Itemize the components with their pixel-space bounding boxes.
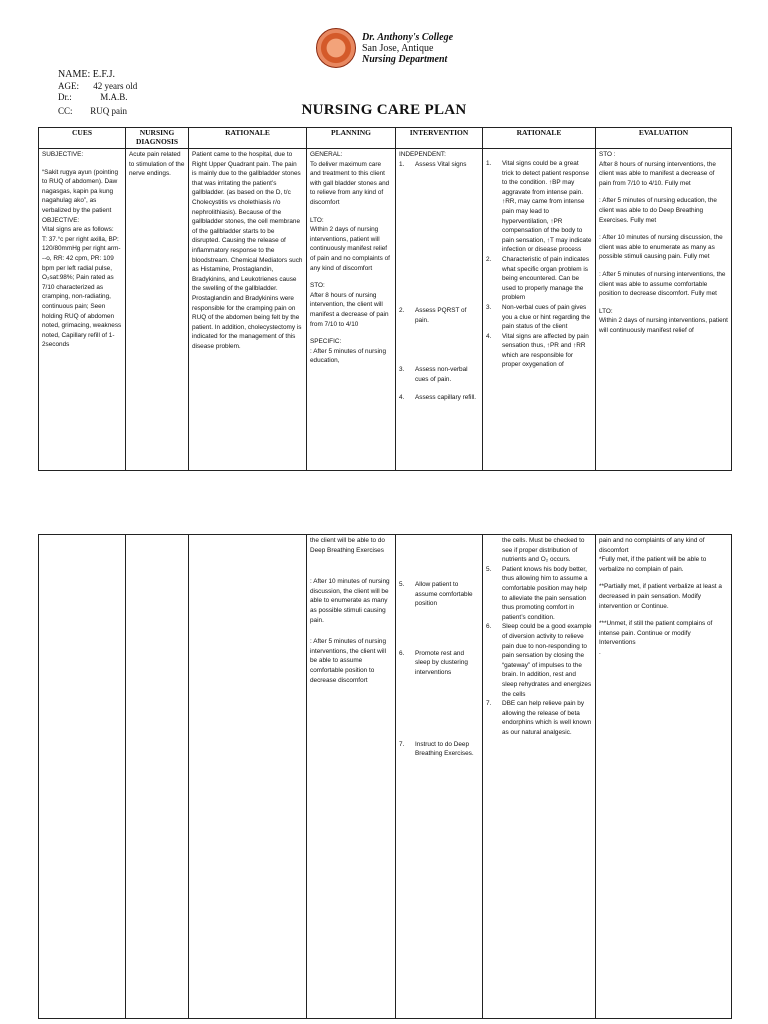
college-location: San Jose, Antique bbox=[362, 43, 434, 54]
patient-doctor: M.A.B. bbox=[100, 92, 128, 102]
intervention-list-cont bbox=[399, 580, 479, 759]
rationale-item-text: Non-verbal cues of pain gives you a clue or hint regarding the pain status of the client bbox=[502, 303, 591, 331]
subjective-text: “Sakit rugya ayun (pointing to RUQ of abdomen). Daw nagasgas, kapin pa kung nagahulag ako”, as verbalized by the patient bbox=[42, 168, 119, 214]
planning-lto-heading: LTO: bbox=[310, 216, 324, 224]
intervention-text: Assess non-verbal cues of pain. bbox=[415, 366, 468, 383]
planning-specific-text: : After 5 minutes of nursing education, bbox=[310, 347, 387, 365]
rationale-item-text: DBE can help relieve pain by allowing the release of beta endorphins which is well known as our natural analgesic. bbox=[502, 700, 592, 736]
list-item bbox=[399, 365, 479, 384]
intervention-text: Assess PQRST of pain. bbox=[415, 307, 467, 324]
evaluation-sto-text: After 8 hours of nursing interventions, the client was able to manifest a decrease of pain from 7/10 to 4/10. Fully met bbox=[599, 160, 716, 187]
care-plan-table-page2 bbox=[38, 534, 732, 1019]
evaluation-fully-met: *Fully met, if the patient will be able to verbalize no complain of pain. bbox=[599, 556, 707, 573]
intervention-list bbox=[399, 160, 479, 403]
evaluation-position-text: : After 5 minutes of nursing interventions, the client was able to assume comfortable position to decrease discomfort. Fully met bbox=[599, 270, 726, 298]
col-header-intervention: INTERVENTION bbox=[396, 128, 483, 149]
list-item bbox=[486, 303, 592, 332]
rationale-item-text: Vital signs could be a great trick to detect patient response to the condition. ↑BP may aggravate from intense pain. ↑RR, may came from intense pain may lead to hyperventilation, ↑PR compensation of the body to pain sensation, ↑T may indicate infection or disease process bbox=[502, 160, 592, 254]
intervention-number: 3. bbox=[399, 366, 405, 374]
planning-cell bbox=[307, 149, 396, 471]
evaluation-cell bbox=[596, 149, 732, 471]
rationale-item-text: Characteristic of pain indicates what specific organ problem is being encountered. Can be used to properly manage the problem bbox=[502, 255, 590, 302]
planning-cell-cont bbox=[307, 535, 396, 1019]
list-item bbox=[486, 159, 592, 255]
evaluation-trailing-dot: . bbox=[599, 648, 601, 656]
intervention-number: 4. bbox=[399, 393, 405, 401]
list-item bbox=[486, 565, 592, 623]
list-item bbox=[399, 393, 479, 403]
list-item bbox=[399, 306, 479, 325]
planning-dbe-text: the client will be able to do Deep Breathing Exercises bbox=[310, 537, 385, 554]
evaluation-dbe-text: : After 5 minutes of nursing education, the client was able to do Deep Breathing Exercises. Fully met bbox=[599, 197, 717, 224]
rationale-number: 4. bbox=[486, 332, 492, 340]
evaluation-sto-heading: STO : bbox=[599, 151, 616, 158]
planning-sto-heading: STO: bbox=[310, 282, 325, 290]
evaluation-lto-text: Within 2 days of nursing interventions, patient will continuously manifest relief of bbox=[599, 317, 728, 334]
list-item bbox=[399, 580, 479, 609]
rationale-number: 6. bbox=[486, 623, 492, 631]
header-row bbox=[39, 128, 732, 149]
page-title: NURSING CARE PLAN bbox=[301, 102, 467, 118]
intervention-text: Allow patient to assume comfortable position bbox=[415, 581, 473, 608]
rationale-item-text: Sleep could be a good example of diversion activity to relieve pain due to non-responding to pain sensation by closing the “gateway” of impulses to the brain. In addition, rest and sleep rehydrates and energizes the cells bbox=[502, 623, 592, 698]
intervention-cell bbox=[396, 149, 483, 471]
patient-age-line bbox=[58, 81, 137, 91]
objective-heading: OBJECTIVE: bbox=[42, 216, 80, 224]
doctor-label: Dr.: bbox=[58, 92, 72, 102]
evaluation-discussion-text: : After 10 minutes of nursing discussion, the client was able to enumerate as many as possible stimuli causing pain. Fully met bbox=[599, 234, 723, 261]
planning-lto-text: Within 2 days of nursing interventions, patient will continuously manifest relief of pain and no complaints of any kind of discomfort bbox=[310, 226, 390, 272]
col-header-planning: PLANNING bbox=[307, 128, 396, 149]
col-header-rationale-2: RATIONALE bbox=[483, 128, 596, 149]
name-label: NAME: bbox=[58, 69, 91, 80]
list-item bbox=[486, 332, 592, 370]
intervention-text: Promote rest and sleep by clustering interventions bbox=[415, 649, 468, 676]
college-header bbox=[362, 32, 453, 65]
col-header-evaluation: EVALUATION bbox=[596, 128, 732, 149]
evaluation-lto-cont: pain and no complaints of any kind of discomfort bbox=[599, 537, 705, 554]
rationale-cell bbox=[189, 149, 307, 471]
intervention-cell-cont bbox=[396, 535, 483, 1019]
independent-heading: INDEPENDENT: bbox=[399, 151, 446, 158]
planning-general-heading: GENERAL: bbox=[310, 151, 343, 158]
age-label: AGE: bbox=[58, 81, 79, 91]
planning-specific-heading: SPECIFIC: bbox=[310, 338, 342, 346]
patient-name-line bbox=[58, 69, 115, 80]
list-item bbox=[399, 160, 479, 170]
rationale-number: 1. bbox=[486, 160, 492, 167]
intervention-number: 7. bbox=[399, 740, 405, 748]
diagnosis-cell-cont bbox=[126, 535, 189, 1019]
planning-general-text: To deliver maximum care and treatment to this client with gall bladder stones and to relieve from any kind of discomfort bbox=[310, 160, 390, 206]
cc-label: CC: bbox=[58, 106, 73, 116]
col-header-cues: CUES bbox=[39, 128, 126, 149]
evaluation-partially-met: **Partially met, if patient verbalize at least a decreased in pain sensation. Modify intervention or Continue. bbox=[599, 583, 722, 610]
list-item bbox=[399, 740, 479, 759]
diagnosis-cell bbox=[126, 149, 189, 471]
patient-age: 42 years old bbox=[93, 81, 138, 91]
college-seal-icon bbox=[316, 28, 356, 68]
patient-name: E.F.J. bbox=[92, 69, 115, 80]
rationale-item-text: Vital signs are affected by pain sensation thus, ↑PR and ↑RR which are responsible for proper oxygenation of bbox=[502, 332, 589, 369]
rationale-cell-cont bbox=[189, 535, 307, 1019]
intervention-number: 6. bbox=[399, 649, 405, 657]
rationale-list-cont bbox=[486, 565, 592, 738]
planning-position-text: : After 5 minutes of nursing interventions, the client will be able to assume comfortable position to decrease discomfort bbox=[310, 638, 387, 684]
list-item bbox=[486, 699, 592, 737]
list-item bbox=[486, 255, 592, 303]
evaluation-lto-heading: LTO: bbox=[599, 307, 613, 315]
evaluation-unmet: ***Unmet, if still the patient complains of intense pain. Continue or modify Interventions bbox=[599, 620, 713, 647]
planning-sto-text: After 8 hours of nursing intervention, the client will manifest a decrease of pain from 7/10 to 4/10 bbox=[310, 291, 389, 328]
cues-cell-cont bbox=[39, 535, 126, 1019]
rationale-text: Patient came to the hospital, due to Right Upper Quadrant pain. The pain is mainly due to the gallbladder stones that was irritating the patient’s gallbladder. (as based on the D, t/c Cholecystitis vs cholethiasis r/o nephrolithiasis). Because of the gallbladder stones, the cell membrane of the gallbladder starts to be disrupted. Causing the release of inflammatory response to the bloodstream. Chemical Mediators such as Histamine, Prostaglandin, Bradykinins, and Leukotrienes cause the swelling of the gallbladder. Prostaglandin and Bradykinins were responsible for the cramping pain on RUQ of the abdomen being felt by the patient. In addition, cholecystectomy is indicated for the management of this disease problem. bbox=[192, 151, 303, 350]
rationale2-cell-cont bbox=[483, 535, 596, 1019]
list-item bbox=[399, 649, 479, 678]
care-plan-table-page1 bbox=[38, 127, 732, 471]
col-header-rationale: RATIONALE bbox=[189, 128, 307, 149]
planning-discussion-text: : After 10 minutes of nursing discussion, the client will be able to enumerate as many as possible stimuli causing pain. bbox=[310, 578, 390, 624]
subjective-heading: SUBJECTIVE: bbox=[42, 151, 84, 158]
rationale-list bbox=[486, 159, 592, 370]
rationale-number: 7. bbox=[486, 700, 492, 708]
intervention-number: 2. bbox=[399, 307, 405, 315]
intervention-number: 5. bbox=[399, 581, 405, 588]
college-department: Nursing Department bbox=[362, 54, 448, 65]
rationale-number: 5. bbox=[486, 565, 492, 573]
rationale-item-text: Patient knows his body better, thus allowing him to assume a comfortable position may help to alleviate the pain sensation thus promoting comfort in patient’s condition. bbox=[502, 565, 588, 621]
content-row-page1 bbox=[39, 149, 732, 471]
intervention-text: Assess capillary refill. bbox=[415, 393, 477, 401]
rationale-continued-text: the cells. Must be checked to see if proper distribution of nutrients and O₂ occurs. bbox=[502, 537, 585, 564]
content-row-page2 bbox=[39, 535, 732, 1019]
diagnosis-text: Acute pain related to stimulation of the nerve endings. bbox=[129, 151, 185, 178]
objective-text: T: 37.°c per right axilla, BP: 120/80mmHg per right arm---o, RR: 42 cpm, PR: 109 bpm per left radial pulse, O₂sat:98%; Pain rated as 7/10 characterized as cramping, non-radiating, continuous pain; Seen holding RUQ of abdomen noted, grimacing, weakness noted, Capillary refill of 1-2seconds bbox=[42, 235, 122, 349]
intervention-text: Instruct to do Deep Breathing Exercises. bbox=[415, 740, 474, 758]
rationale2-cell bbox=[483, 149, 596, 471]
objective-intro: Vital signs are as follows: bbox=[42, 226, 114, 234]
list-item bbox=[486, 622, 592, 699]
intervention-text: Assess Vital signs bbox=[415, 160, 467, 168]
patient-cc: RUQ pain bbox=[90, 106, 127, 116]
intervention-number: 1. bbox=[399, 160, 405, 168]
cues-cell bbox=[39, 149, 126, 471]
rationale-number: 3. bbox=[486, 303, 492, 311]
college-name: Dr. Anthony's College bbox=[362, 32, 454, 43]
col-header-diagnosis: NURSING DIAGNOSIS bbox=[126, 128, 189, 149]
rationale-number: 2. bbox=[486, 255, 492, 263]
patient-doctor-line bbox=[58, 92, 128, 102]
evaluation-cell-cont bbox=[596, 535, 732, 1019]
